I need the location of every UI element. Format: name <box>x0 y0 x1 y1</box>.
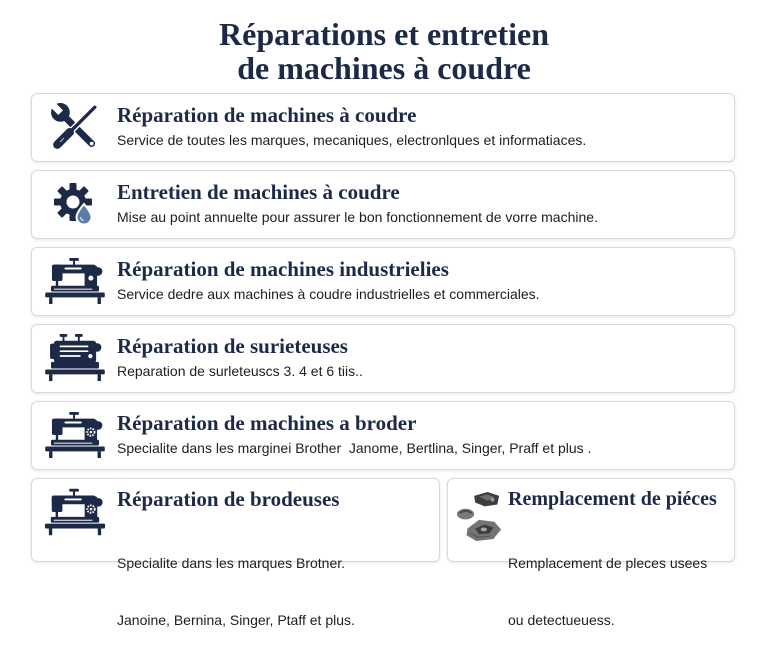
service-card-embroidery-machine-repair <box>31 401 735 470</box>
service-description: Mise au point annuelte pour assurer le bon fonctionnement de vorre machine. <box>117 209 598 225</box>
sewing-machine-icon <box>43 486 107 538</box>
service-card-sewing-machine-repair <box>31 93 735 162</box>
service-card-serger-repair <box>31 324 735 393</box>
service-title: Réparation de machines à coudre <box>117 103 417 127</box>
industrial-sewing-machine-icon <box>43 255 107 307</box>
service-description <box>508 516 707 668</box>
service-title: Entretien de machines à coudre <box>117 180 400 204</box>
service-description-line: ou detectueuess. <box>508 612 615 628</box>
wrench-screwdriver-icon <box>43 101 107 153</box>
service-description: Service dedre aux machines à coudre industrielles et commerciales. <box>117 286 540 302</box>
service-list <box>31 93 735 628</box>
service-title: Réparation de brodeuses <box>117 487 340 511</box>
page-title-line-2: de machines à coudre <box>237 50 531 86</box>
bottom-service-row <box>31 478 735 628</box>
embroidery-machine-icon <box>43 409 107 461</box>
service-description: Specialite dans les marginei Brother Janome, Bertlina, Singer, Praff et plus . <box>117 440 592 456</box>
service-card-maintenance <box>31 170 735 239</box>
service-description-line: Remplacement de pleces usees <box>508 555 708 571</box>
gear-oil-drop-icon <box>43 178 107 230</box>
serger-icon <box>43 332 107 384</box>
service-card-parts-replacement <box>447 478 735 628</box>
service-description-line: Janoine, Bernina, Singer, Ptaff et plus. <box>117 612 355 628</box>
service-title: Réparation de machines industrielies <box>117 257 449 281</box>
service-title: Réparation de machines a broder <box>117 411 417 435</box>
service-title: Réparation de surieteuses <box>117 334 348 358</box>
service-title: Remplacement de piéces <box>508 488 717 510</box>
service-description-line: Specialite dans les marques Brotner. <box>117 555 346 571</box>
page-title-line-1: Réparations et entretien <box>219 16 549 52</box>
service-description: Reparation de surleteuscs 3. 4 et 6 tiis.. <box>117 363 363 379</box>
service-description: Service de toutes les marques, mecaniques, electronlques et informatiaces. <box>117 132 587 148</box>
page-header <box>0 17 768 85</box>
service-card-embroiderer-repair <box>31 478 440 628</box>
spare-parts-icon <box>454 486 504 546</box>
service-card-industrial-repair <box>31 247 735 316</box>
service-description <box>117 516 355 668</box>
